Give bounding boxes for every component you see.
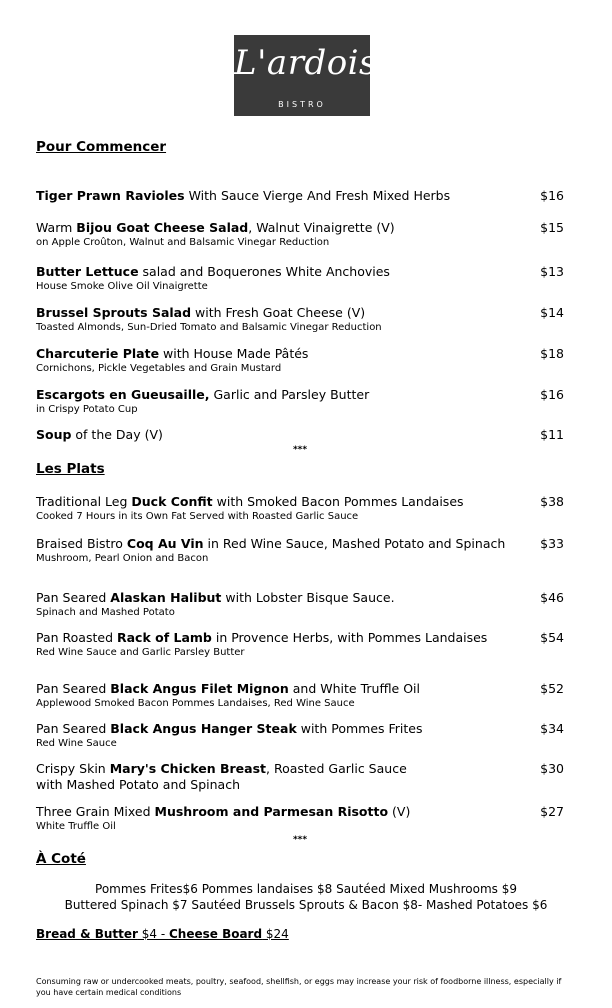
cheese-label: Cheese Board bbox=[168, 927, 263, 941]
menu-item-description: in Crispy Potato Cup bbox=[36, 404, 138, 415]
menu-item-description: Red Wine Sauce and Garlic Parsley Butter bbox=[36, 647, 245, 658]
menu-item-title bbox=[36, 494, 564, 510]
menu-item-description: Cooked 7 Hours in its Own Fat Served with Roasted Garlic Sauce bbox=[36, 511, 359, 522]
menu-item-price: $33 bbox=[540, 536, 564, 551]
item-name: Soup bbox=[36, 427, 72, 442]
menu-item bbox=[36, 721, 564, 751]
restaurant-logo bbox=[234, 35, 398, 115]
menu-item-price: $15 bbox=[540, 220, 564, 235]
logo-subtitle: BISTRO bbox=[278, 100, 326, 109]
menu-item-price: $14 bbox=[540, 305, 564, 320]
item-name-suffix: with Pommes Frites bbox=[296, 721, 423, 736]
menu-item bbox=[36, 681, 564, 711]
menu-item-description: Cornichons, Pickle Vegetables and Grain Mustard bbox=[36, 363, 282, 374]
menu-item-price: $16 bbox=[540, 387, 564, 402]
menu-item-title bbox=[36, 427, 564, 443]
item-name-suffix: of the Day (V) bbox=[71, 427, 163, 442]
menu-item-title bbox=[36, 590, 564, 606]
item-name-prefix: Warm bbox=[36, 220, 77, 235]
item-name-suffix: Garlic and Parsley Butter bbox=[209, 387, 370, 402]
menu-item-description: White Truffle Oil bbox=[36, 821, 116, 832]
food-safety-disclaimer: Consuming raw or undercooked meats, poultry, seafood, shellfish, or eggs may increase your risk of foodborne illness, especially if you have certain medical conditions bbox=[36, 977, 562, 997]
item-name-suffix: salad and Boquerones White Anchovies bbox=[138, 264, 390, 279]
menu-item bbox=[36, 536, 564, 566]
item-name: Black Angus Filet Mignon bbox=[110, 681, 289, 696]
menu-item-description: House Smoke Olive Oil Vinaigrette bbox=[36, 281, 208, 292]
item-name-prefix: Traditional Leg bbox=[36, 494, 132, 509]
item-name: Alaskan Halibut bbox=[110, 590, 222, 605]
menu-item-title bbox=[36, 188, 564, 204]
menu-item bbox=[36, 630, 564, 660]
item-name-suffix: in Red Wine Sauce, Mashed Potato and Spinach bbox=[203, 536, 506, 551]
section-heading-starters: Pour Commencer bbox=[36, 139, 167, 155]
logo-wordmark: L'ardoise bbox=[234, 43, 398, 83]
menu-item-title bbox=[36, 681, 564, 697]
menu-item-description: Mushroom, Pearl Onion and Bacon bbox=[36, 553, 209, 564]
logo-underline bbox=[234, 115, 370, 116]
menu-item-title bbox=[36, 387, 564, 403]
menu-item bbox=[36, 264, 564, 294]
item-name: Mary's Chicken Breast bbox=[109, 761, 267, 776]
separator-2: *** bbox=[292, 835, 308, 845]
menu-item-title bbox=[36, 721, 564, 737]
menu-item bbox=[36, 804, 564, 834]
item-name: Coq Au Vin bbox=[126, 536, 204, 551]
menu-item-price: $30 bbox=[540, 761, 564, 776]
item-name-suffix: With Sauce Vierge And Fresh Mixed Herbs bbox=[184, 188, 451, 203]
item-name: Bijou Goat Cheese Salad bbox=[76, 220, 249, 235]
menu-item bbox=[36, 427, 564, 443]
item-name: Tiger Prawn Ravioles bbox=[36, 188, 185, 203]
menu-item-price: $34 bbox=[540, 721, 564, 736]
menu-item-title bbox=[36, 630, 564, 646]
menu-item-description: Applewood Smoked Bacon Pommes Landaises, Red Wine Sauce bbox=[36, 698, 355, 709]
bread-label: Bread & Butter bbox=[36, 927, 138, 941]
menu-item-title bbox=[36, 264, 564, 280]
menu-item-description: on Apple Croûton, Walnut and Balsamic Vinegar Reduction bbox=[36, 237, 330, 248]
item-name-prefix: Crispy Skin bbox=[36, 761, 110, 776]
item-name: Charcuterie Plate bbox=[36, 346, 160, 361]
bread-price: $4 - bbox=[137, 927, 169, 941]
item-name-prefix: Braised Bistro bbox=[36, 536, 127, 551]
menu-item bbox=[36, 346, 564, 376]
menu-item-title bbox=[36, 761, 564, 777]
menu-item bbox=[36, 494, 564, 524]
menu-item-price: $11 bbox=[540, 427, 564, 442]
menu-item bbox=[36, 590, 564, 620]
item-name: Brussel Sprouts Salad bbox=[36, 305, 192, 320]
item-name-prefix: Three Grain Mixed bbox=[36, 804, 155, 819]
section-heading-sides: À Coté bbox=[36, 851, 86, 867]
menu-item bbox=[36, 761, 564, 793]
item-name: Rack of Lamb bbox=[116, 630, 212, 645]
menu-item-price: $52 bbox=[540, 681, 564, 696]
menu-item-title bbox=[36, 220, 564, 236]
menu-item bbox=[36, 188, 564, 204]
cheese-price: $24 bbox=[262, 927, 289, 941]
menu-item-price: $18 bbox=[540, 346, 564, 361]
menu-item-title bbox=[36, 305, 564, 321]
menu-item-description: with Mashed Potato and Spinach bbox=[36, 777, 241, 792]
item-name: Butter Lettuce bbox=[36, 264, 139, 279]
menu-item-title bbox=[36, 346, 564, 362]
item-name: Escargots en Gueusaille, bbox=[36, 387, 210, 402]
section-heading-mains: Les Plats bbox=[36, 461, 105, 477]
menu-item-description: Spinach and Mashed Potato bbox=[36, 607, 175, 618]
item-name-suffix: with Smoked Bacon Pommes Landaises bbox=[212, 494, 464, 509]
item-name-suffix: , Roasted Garlic Sauce bbox=[266, 761, 407, 776]
menu-item-description: Red Wine Sauce bbox=[36, 738, 117, 749]
menu-item bbox=[36, 305, 564, 335]
separator-1: *** bbox=[292, 445, 308, 455]
item-name-suffix: , Walnut Vinaigrette (V) bbox=[248, 220, 395, 235]
item-name: Mushroom and Parmesan Risotto bbox=[154, 804, 389, 819]
item-name-suffix: in Provence Herbs, with Pommes Landaises bbox=[211, 630, 488, 645]
item-name-suffix: (V) bbox=[388, 804, 411, 819]
menu-item-price: $27 bbox=[540, 804, 564, 819]
item-name-prefix: Pan Seared bbox=[36, 590, 111, 605]
bread-and-cheese-line bbox=[36, 927, 289, 941]
item-name-prefix: Pan Seared bbox=[36, 681, 111, 696]
item-name-suffix: with House Made Pâtés bbox=[159, 346, 309, 361]
menu-item bbox=[36, 220, 564, 250]
menu-item-price: $16 bbox=[540, 188, 564, 203]
item-name-suffix: with Fresh Goat Cheese (V) bbox=[191, 305, 366, 320]
menu-item bbox=[36, 387, 564, 417]
item-name: Black Angus Hanger Steak bbox=[110, 721, 297, 736]
item-name-prefix: Pan Roasted bbox=[36, 630, 117, 645]
item-name-suffix: with Lobster Bisque Sauce. bbox=[221, 590, 395, 605]
item-name: Duck Confit bbox=[131, 494, 213, 509]
menu-item-title bbox=[36, 804, 564, 820]
menu-item-price: $13 bbox=[540, 264, 564, 279]
menu-item-description: Toasted Almonds, Sun-Dried Tomato and Balsamic Vinegar Reduction bbox=[36, 322, 382, 333]
sides-line-1: Pommes Frites$6 Pommes landaises $8 Sautéed Mixed Mushrooms $9 bbox=[95, 882, 517, 896]
sides-line-2: Buttered Spinach $7 Sautéed Brussels Sprouts & Bacon $8- Mashed Potatoes $6 bbox=[64, 898, 548, 912]
item-name-prefix: Pan Seared bbox=[36, 721, 111, 736]
menu-item-price: $46 bbox=[540, 590, 564, 605]
item-name-suffix: and White Truffle Oil bbox=[288, 681, 420, 696]
menu-item-price: $38 bbox=[540, 494, 564, 509]
menu-item-title bbox=[36, 536, 564, 552]
menu-item-price: $54 bbox=[540, 630, 564, 645]
